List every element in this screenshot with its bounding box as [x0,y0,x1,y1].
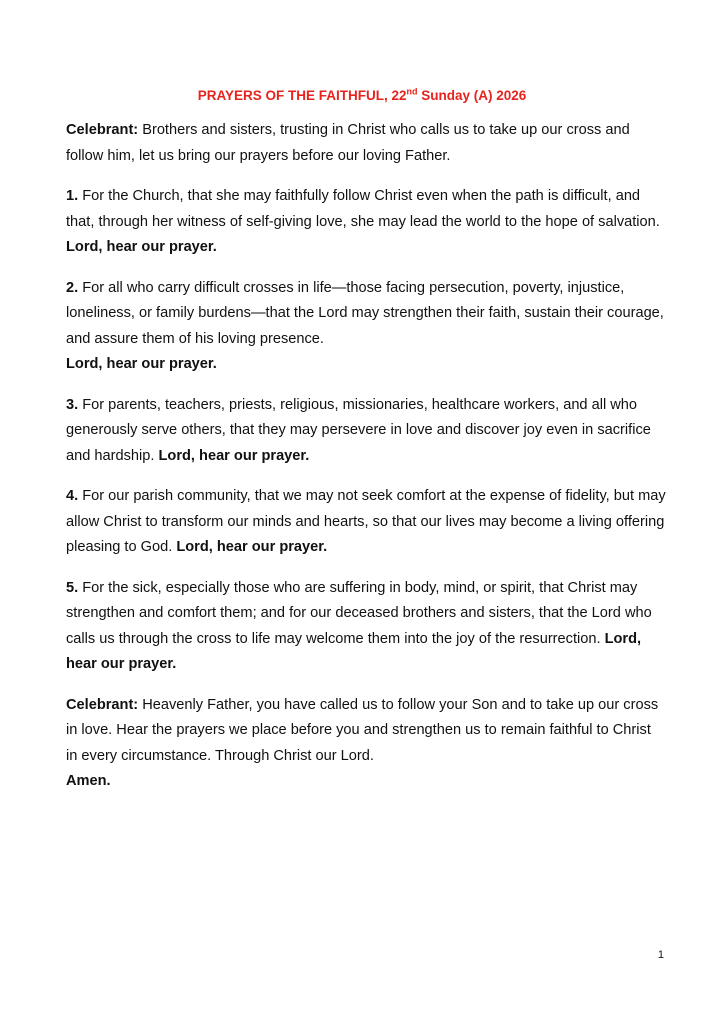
title-superscript: nd [406,86,418,97]
conclusion-paragraph [66,693,666,795]
petition-4 [66,484,666,561]
petition-text: For the Church, that she may faithfully follow Christ even when the path is difficult, and that, through her witness of self-giving love, she may lead the world to the hope of salvation. [66,188,660,230]
petition-text: For parents, teachers, priests, religious, missionaries, healthcare workers, and all who generously serve others, that they may persevere in love and discover joy even in sacrifice and hardship. [66,396,651,464]
conclusion-text: Heavenly Father, you have called us to follow your Son and to take up our cross in love. Hear the prayers we place before you and strengthen us to remain faithful to Christ in every circumstance. Through Christ our Lord. [66,696,659,764]
petition-number: 2. [66,279,79,296]
petition-2 [66,276,666,378]
petition-response: Lord, hear our prayer. [66,630,642,672]
petition-number: 1. [66,188,79,204]
title-main: PRAYERS OF THE FAITHFUL, 22 [197,88,407,103]
petition-number: 3. [66,396,79,413]
amen: Amen. [66,773,111,789]
petition-3 [66,393,666,470]
prayer-body [66,118,666,810]
petition-response: Lord, hear our prayer. [66,356,217,372]
title-rest: Sunday (A) 2026 [417,88,527,103]
petition-response: Lord, hear our prayer. [158,447,310,464]
petition-response: Lord, hear our prayer. [176,539,328,555]
intro-paragraph [66,118,666,169]
petition-number: 4. [66,488,79,504]
petition-number: 5. [66,579,79,596]
petition-1 [66,184,666,261]
petition-text: For the sick, especially those who are suffering in body, mind, or spirit, that Christ may strengthen and comfort them; and for our deceased brothers and sisters, that the Lord who calls us through the cross to life may welcome them into the joy of the resurrection. [66,579,652,647]
intro-text: Brothers and sisters, trusting in Christ who calls us to take up our cross and follow him, let us bring our prayers before our loving Father. [66,122,630,164]
intro-label: Celebrant: [66,122,139,138]
petition-text: For our parish community, that we may not seek comfort at the expense of fidelity, but may allow Christ to transform our minds and hearts, so that our lives may become a living offering pleasing to God. [66,488,666,555]
petition-5 [66,576,666,678]
petition-response: Lord, hear our prayer. [66,239,217,255]
petition-text: For all who carry difficult crosses in life—those facing persecution, poverty, injustice, loneliness, or family burdens—that the Lord may strengthen their faith, sustain their courage, and assure them of his loving presence. [66,279,664,347]
conclusion-label: Celebrant: [66,696,139,713]
page-number: 1 [657,949,664,961]
page-title [0,86,724,106]
